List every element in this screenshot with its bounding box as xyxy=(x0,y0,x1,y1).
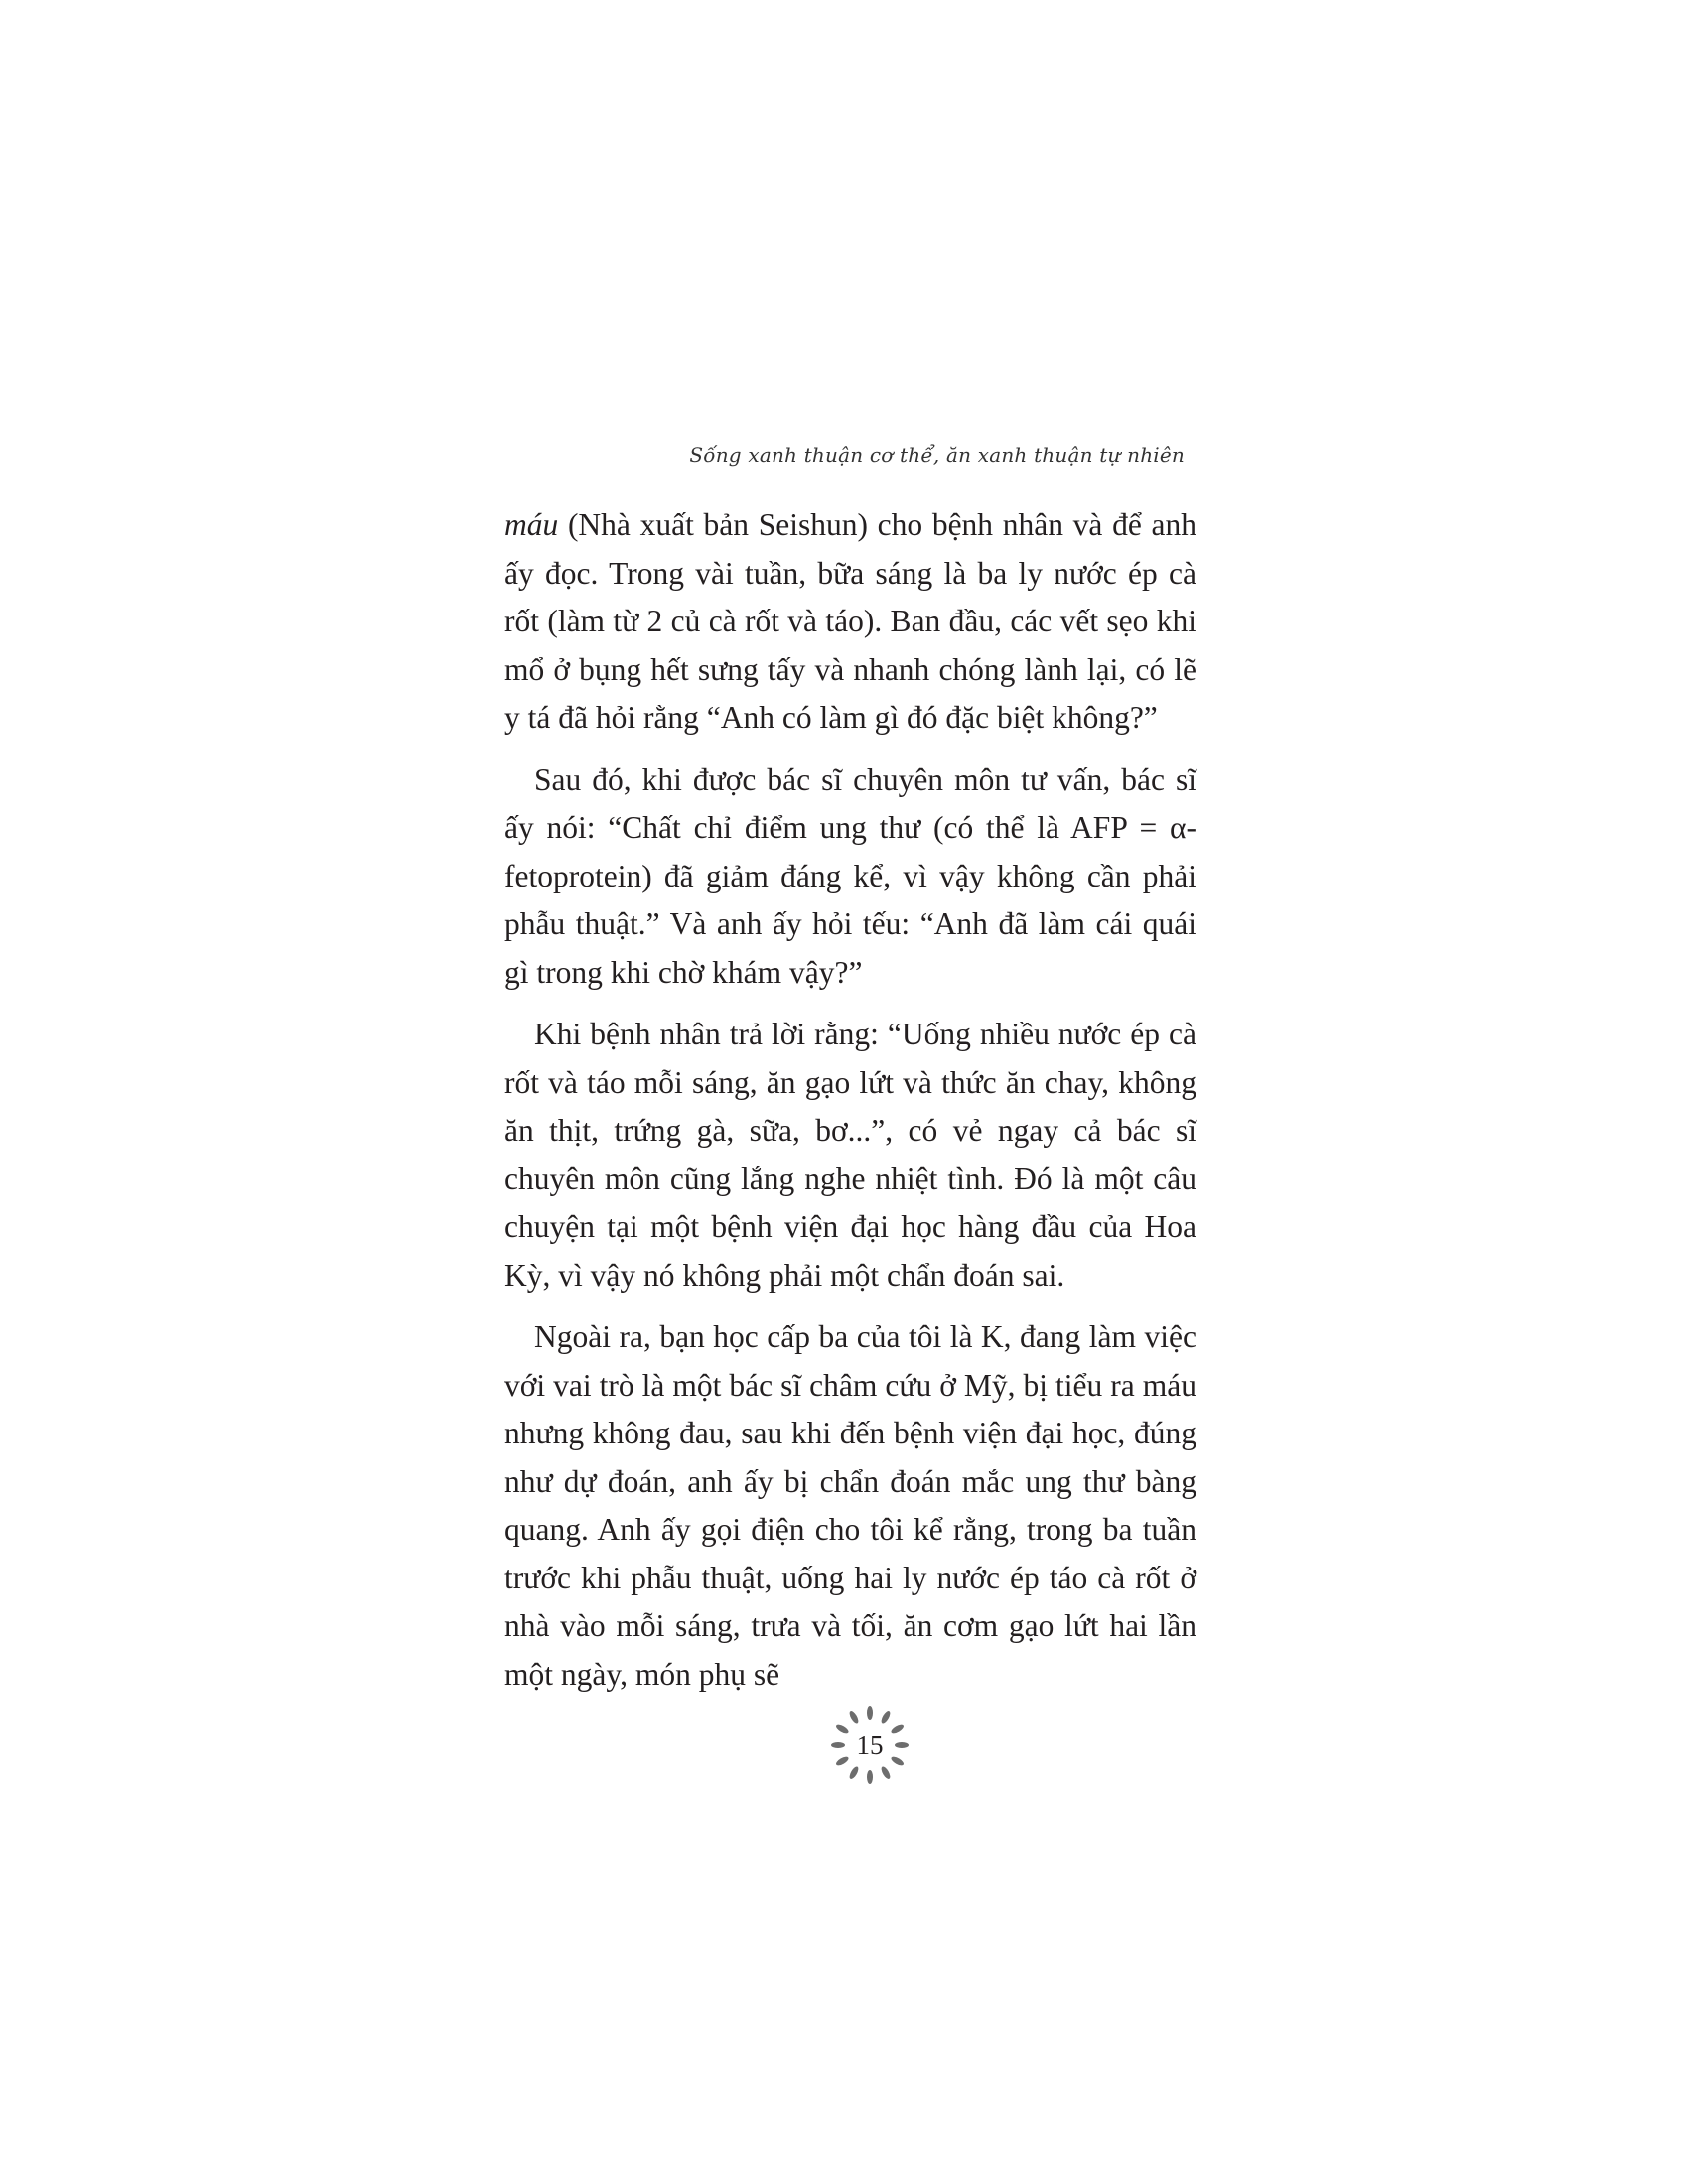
body-text xyxy=(504,501,1196,1712)
italic-title-fragment: máu xyxy=(504,507,559,542)
paragraph-1-text: (Nhà xuất bản Seishun) cho bệnh nhân và để anh ấy đọc. Trong vài tuần, bữa sáng là ba ly nước ép cà rốt (làm từ 2 củ cà rốt và táo). Ban đầu, các vết sẹo khi mổ ở bụng hết sưng tấy và nhanh chóng lành lại, có lẽ y tá đã hỏi rằng “Anh có làm gì đó đặc biệt không?” xyxy=(504,507,1196,735)
running-title: Sống xanh thuận cơ thể, ăn xanh thuận tự nhiên xyxy=(689,443,1185,467)
running-header xyxy=(689,425,1196,484)
paragraph-4: Ngoài ra, bạn học cấp ba của tôi là K, đang làm việc với vai trò là một bác sĩ châm cứu ở Mỹ, bị tiểu ra máu nhưng không đau, sau khi đến bệnh viện đại học, đúng như dự đoán, anh ấy bị chẩn đoán mắc ung thư bàng quang. Anh ấy gọi điện cho tôi kể rằng, trong ba tuần trước khi phẫu thuật, uống hai ly nước ép táo cà rốt ở nhà vào mỗi sáng, trưa và tối, ăn cơm gạo lứt hai lần một ngày, món phụ sẽ xyxy=(504,1319,1196,1692)
page-number-ornament xyxy=(830,1706,910,1785)
page-number: 15 xyxy=(856,1729,884,1760)
paragraph-2: Sau đó, khi được bác sĩ chuyên môn tư vấn, bác sĩ ấy nói: “Chất chỉ điểm ung thư (có thể là AFP = α-fetoprotein) đã giảm đáng kể, vì vậy không cần phải phẫu thuật.” Và anh ấy hỏi tếu: “Anh đã làm cái quái gì trong khi chờ khám vậy?” xyxy=(504,761,1196,990)
paragraph-3: Khi bệnh nhân trả lời rằng: “Uống nhiều nước ép cà rốt và táo mỗi sáng, ăn gạo lứt và thức ăn chay, không ăn thịt, trứng gà, sữa, bơ...”, có vẻ ngay cả bác sĩ chuyên môn cũng lắng nghe nhiệt tình. Đó là một câu chuyện tại một bệnh viện đại học hàng đầu của Hoa Kỳ, vì vậy nó không phải một chẩn đoán sai. xyxy=(504,1017,1196,1293)
paragraph-1 xyxy=(504,501,1196,743)
